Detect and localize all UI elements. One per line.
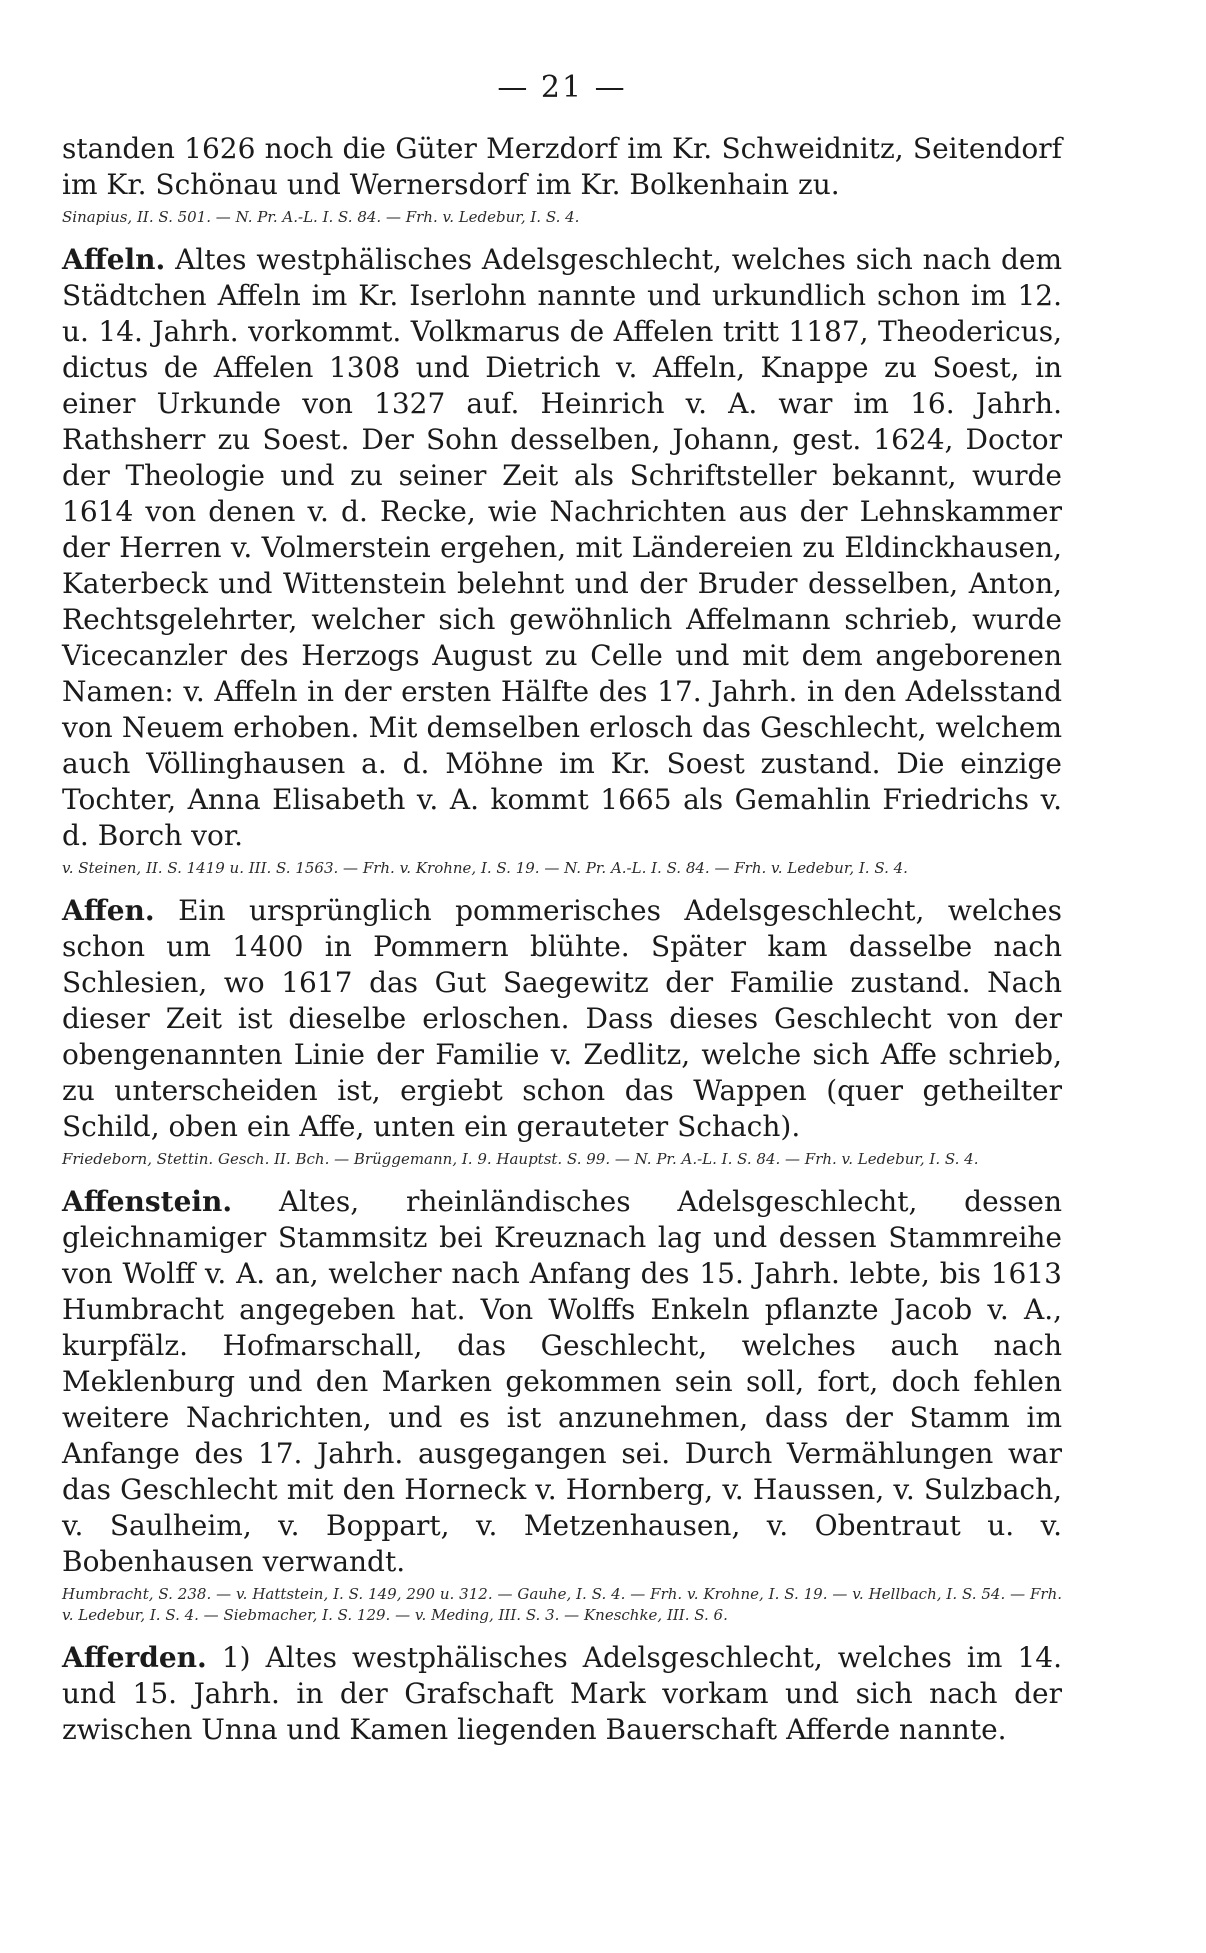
- entry-heading: Affenstein.: [62, 1185, 233, 1218]
- entry-text: Ein ursprünglich pommerisches Adelsgeschlecht, welches schon um 1400 in Pommern blühte. Später kam dasselbe nach Schlesien, wo 1617 das Gut Saegewitz der Familie zustand. Nach dieser Zeit ist dieselbe erloschen. Dass dieses Geschlecht von der obengenannten Linie der Familie v. Zedlitz, welche sich Affe schrieb, zu unterscheiden ist, ergiebt schon das Wappen (quer getheilter Schild, oben ein Affe, unten ein gerauteter Schach).: [62, 894, 1062, 1143]
- entry-affenstein: [62, 1184, 1062, 1626]
- entry-text: Altes westphälisches Adelsgeschlecht, welches sich nach dem Städtchen Affeln im Kr. Iserlohn nannte und urkundlich schon im 12. u. 14. Jahrh. vorkommt. Volkmarus de Affelen tritt 1187, Theodericus, dictus de Affelen 1308 und Dietrich v. Affeln, Knappe zu Soest, in einer Urkunde von 1327 auf. Heinrich v. A. war im 16. Jahrh. Rathsherr zu Soest. Der Sohn desselben, Johann, gest. 1624, Doctor der Theologie und zu seiner Zeit als Schriftsteller bekannt, wurde 1614 von denen v. d. Recke, wie Nachrichten aus der Lehnskammer der Herren v. Volmerstein ergehen, mit Ländereien zu Eldinckhausen, Katerbeck und Wittenstein belehnt und der Bruder desselben, Anton, Rechtsgelehrter, welcher sich gewöhnlich Affelmann schrieb, wurde Vicecanzler des Herzogs August zu Celle und mit dem angeborenen Namen: v. Affeln in der ersten Hälfte des 17. Jahrh. in den Adelsstand von Neuem erhoben. Mit demselben erlosch das Geschlecht, welchem auch Völlinghausen a. d. Möhne im Kr. Soest zustand. Die einzige Tochter, Anna Elisabeth v. A. kommt 1665 als Gemahlin Friedrichs v. d. Borch vor.: [62, 243, 1062, 852]
- entry-references: v. Steinen, II. S. 1419 u. III. S. 1563. — Frh. v. Krohne, I. S. 19. — N. Pr. A.-L. I. S. 84. — Frh. v. Ledebur, I. S. 4.: [62, 859, 908, 877]
- entry-afferden: [62, 1640, 1062, 1748]
- entry-text: 1) Altes westphälisches Adelsgeschlecht, welches im 14. und 15. Jahrh. in der Grafschaft Mark vorkam und sich nach der zwischen Unna und Kamen liegenden Bauerschaft Afferde nannte.: [62, 1641, 1062, 1746]
- entry-paragraph: [62, 1640, 1062, 1748]
- entry-references: Humbracht, S. 238. — v. Hattstein, I. S. 149, 290 u. 312. — Gauhe, I. S. 4. — Frh. v. Krohne, I. S. 19. — v. Hellbach, I. S. 54. — Frh. v. Ledebur, I. S. 4. — Siebmacher, I. S. 129. — v. Meding, III. S. 3. — Kneschke, III. S. 6.: [62, 1585, 1062, 1624]
- document-page: [62, 70, 1062, 1748]
- continuation-paragraph: [62, 131, 1062, 203]
- entry-paragraph: [62, 242, 1062, 854]
- continuation-text: standen 1626 noch die Güter Merzdorf im Kr. Schweidnitz, Seitendorf im Kr. Schönau und Wernersdorf im Kr. Bolkenhain zu.: [62, 132, 1062, 201]
- entry-paragraph: [62, 893, 1062, 1145]
- entry-heading: Afferden.: [62, 1641, 207, 1674]
- entry-references: Friedeborn, Stettin. Gesch. II. Bch. — Brüggemann, I. 9. Hauptst. S. 99. — N. Pr. A.-L. I. S. 84. — Frh. v. Ledebur, I. S. 4.: [62, 1150, 979, 1168]
- continuation-references: Sinapius, II. S. 501. — N. Pr. A.-L. I. S. 84. — Frh. v. Ledebur, I. S. 4.: [62, 208, 580, 226]
- entry-heading: Affen.: [62, 894, 155, 927]
- page-number: — 21 —: [497, 70, 627, 105]
- entry-affen: [62, 893, 1062, 1170]
- entry-text: Altes, rheinländisches Adelsgeschlecht, dessen gleichnamiger Stammsitz bei Kreuznach lag und dessen Stammreihe von Wolff v. A. an, welcher nach Anfang des 15. Jahrh. lebte, bis 1613 Humbracht angegeben hat. Von Wolffs Enkeln pflanzte Jacob v. A., kurpfälz. Hofmarschall, das Geschlecht, welches auch nach Meklenburg und den Marken gekommen sein soll, fort, doch fehlen weitere Nachrichten, und es ist anzunehmen, dass der Stamm im Anfange des 17. Jahrh. ausgegangen sei. Durch Vermählungen war das Geschlecht mit den Horneck v. Hornberg, v. Haussen, v. Sulzbach, v. Saulheim, v. Boppart, v. Metzenhausen, v. Obentraut u. v. Bobenhausen verwandt.: [62, 1185, 1062, 1578]
- entry-affeln: [62, 242, 1062, 879]
- entry-heading: Affeln.: [62, 243, 166, 276]
- entry-paragraph: [62, 1184, 1062, 1580]
